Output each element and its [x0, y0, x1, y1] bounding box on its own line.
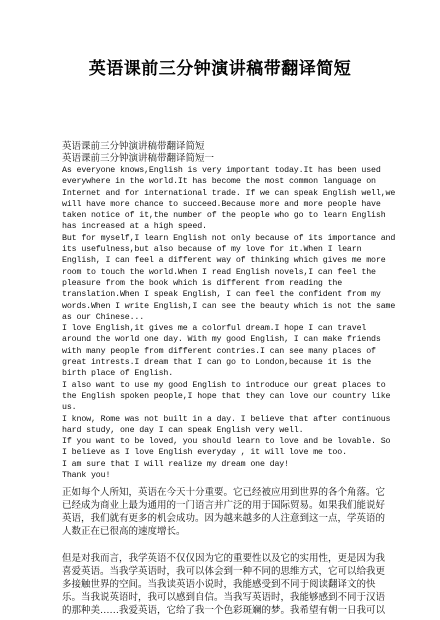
- text-line: Thank you!: [62, 471, 111, 481]
- text-line: around the world one day. With my good English, I can make friends: [62, 335, 381, 345]
- text-line: 正如每个人所知，英语在今天十分重要。它已经被应用到世界的各个角落。它: [62, 488, 386, 499]
- text-line: If you want to be loved, you should learn to love and be lovable. So: [62, 437, 391, 447]
- text-line: the English spoken people,I hope that they can love our country like: [62, 391, 391, 401]
- text-line: as our Chinese...: [62, 312, 145, 322]
- text-line: with many people from different contries.I can see many places of: [62, 346, 376, 356]
- text-line: 喜爱英语。当我学英语时，我可以体会到一种不同的思维方式，它可以给我更: [62, 567, 386, 578]
- text-line: 乐。当我说英语时，我可以感到自信。当我写英语时，我能够感到不同于汉语: [62, 593, 386, 604]
- document-title: 英语课前三分钟演讲稿带翻译简短: [88, 59, 352, 79]
- text-line: pleasure from the book which is different from reading the: [62, 278, 343, 288]
- text-line: has increased at a high speed.: [62, 222, 207, 232]
- text-line: 的那种美……我爱英语，它给了我一个色彩斑斓的梦。我希望有朝一日我可以: [62, 606, 386, 617]
- text-line: 已经成为商业上最为通用的一门语言并广泛的用于国际贸易。如果我们能说好: [62, 501, 386, 512]
- text-line: 英语，我们就有更多的机会成功。因为越来越多的人注意到这一点，学英语的: [62, 514, 386, 525]
- text-line: hard study, one day I can speak English very well.: [62, 425, 304, 435]
- text-line: great intrests.I dream that I can go to London,because it is the: [62, 358, 372, 368]
- heading-line: 英语课前三分钟演讲稿带翻译简短: [62, 142, 205, 152]
- text-line: everywhere in the world.It has become the most common language on: [62, 177, 376, 187]
- text-line: 多接触世界的空间。当我读英语小说时，我能感受到不同于阅读翻译文的快: [62, 580, 376, 591]
- text-line: Internet and for international trade. If we can speak English well,we: [62, 188, 396, 198]
- text-line: translation.When I speak English, I can feel the confident from my: [62, 290, 381, 300]
- text-line: I am sure that I will realize my dream one day!: [62, 459, 289, 469]
- chinese-paragraph-1: [62, 487, 386, 539]
- text-line: will have more chance to succeed.Because more and more people have: [62, 199, 381, 209]
- text-line: birth place of English.: [62, 369, 174, 379]
- english-speech: [62, 165, 396, 481]
- text-line: taken notice of it,the number of the people who go to learn English: [62, 211, 386, 221]
- text-line: words.When I write English,I can see the beauty which is not the same: [62, 301, 396, 311]
- document-body: [62, 142, 396, 618]
- heading-line: 英语课前三分钟演讲稿带翻译简短一: [62, 153, 215, 164]
- text-line: 人数正在已很高的速度增长。: [62, 527, 186, 538]
- text-line: English, I can feel a different way of thinking which gives me more: [62, 256, 386, 266]
- text-line: I love English,it gives me a colorful dream.I hope I can travel: [62, 324, 367, 334]
- text-line: 但是对我而言，我学英语不仅仅因为它的重要性以及它的实用性，更是因为我: [62, 554, 386, 565]
- text-line: room to touch the world.When I read English novels,I can feel the: [62, 267, 376, 277]
- text-line: its usefulness,but also because of my love for it.When I learn: [62, 245, 362, 255]
- text-line: I believe as I love English everyday , it will love me too.: [62, 448, 347, 458]
- chinese-paragraph-2: [62, 553, 386, 618]
- text-line: us.: [62, 403, 77, 413]
- text-line: As everyone knows,English is very important today.It has been used: [62, 166, 381, 175]
- text-line: But for myself,I learn English not only because of its importance and: [62, 233, 396, 243]
- text-line: I know, Rome was not built in a day. I believe that after continuous: [62, 414, 391, 424]
- text-line: I also want to use my good English to introduce our great places to: [62, 380, 386, 390]
